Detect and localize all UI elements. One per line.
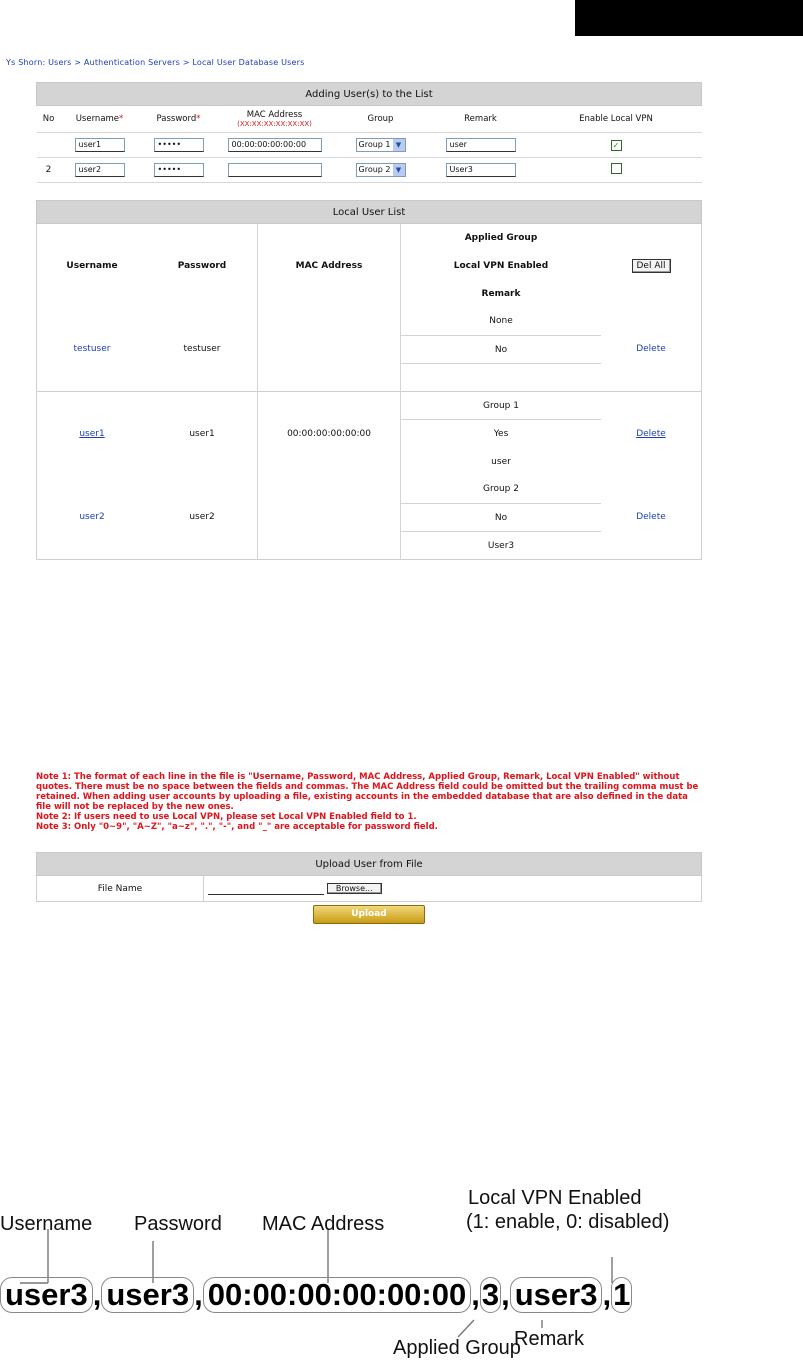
mac-input[interactable]: 00:00:00:00:00:00 (228, 138, 322, 152)
header-username: Username (66, 260, 118, 271)
password-input[interactable]: ••••• (154, 163, 204, 177)
header-remark: Remark (481, 288, 521, 299)
delete-link[interactable]: Delete (636, 344, 666, 355)
token-vpn: 1 (613, 1277, 631, 1312)
col-vpn: Enable Local VPN (531, 106, 702, 133)
local-list-title: Local User List (37, 201, 702, 224)
token-remark: user3 (510, 1277, 603, 1313)
password-input[interactable]: ••••• (154, 138, 204, 152)
header-mac: MAC Address (258, 224, 401, 308)
mac-input[interactable] (228, 163, 322, 177)
token-mac: 00:00:00:00:00:00 (203, 1277, 472, 1313)
header-black-box (575, 0, 803, 36)
upload-notes (36, 772, 702, 832)
upload-button[interactable]: Upload (313, 905, 425, 924)
note-1: Note 1: The format of each line in the file is "Username, Password, MAC Address, Applied Group, Remark, Local VPN Enabled" without quotes. There must be no space between the fields and commas. The MAC Address field could be omitted but the trailing comma must be retained. When adding user accounts by uploading a file, existing accounts in the embedded database that are also defined in the data file will not be replaced by the new ones. (36, 772, 699, 812)
table-row: 2 user2 ••••• Group 2 ▼ User3 (37, 158, 702, 183)
adding-table-title: Adding User(s) to the List (37, 83, 702, 106)
col-username: Username* (61, 106, 139, 133)
header-vpn: Local VPN Enabled (453, 260, 549, 271)
file-name-input[interactable] (208, 882, 324, 895)
browse-button[interactable]: Browse... (327, 883, 382, 894)
token-group: 3 (481, 1277, 500, 1312)
vpn-checkbox[interactable] (611, 163, 622, 174)
token-username: user3 (0, 1277, 93, 1313)
col-group: Group (331, 106, 431, 133)
label-local-vpn: Local VPN Enabled (468, 1187, 642, 1209)
chevron-down-icon: ▼ (393, 164, 405, 176)
user-link-user2[interactable]: user2 (79, 512, 105, 523)
user-link-user1[interactable]: user1 (79, 428, 105, 439)
col-no: No (37, 106, 61, 133)
chevron-down-icon: ▼ (393, 139, 405, 151)
username-input[interactable]: user2 (75, 163, 125, 177)
user-link-testuser[interactable]: testuser (73, 344, 111, 355)
token-password: user3 (101, 1277, 194, 1313)
remark-input[interactable]: user (446, 138, 516, 152)
example-line: user3 , user3 , 00:00:00:00:00:00 ,3, user3 ,1 (0, 1277, 632, 1313)
format-diagram (0, 1187, 803, 1368)
table-row: user2 user2 Group 2 Delete (37, 476, 702, 504)
upload-title: Upload User from File (37, 853, 702, 876)
col-mac: MAC Address (XX:XX:XX:XX:XX:XX) (219, 106, 331, 133)
header-password: Password (177, 260, 227, 271)
adding-users-table (36, 82, 702, 183)
remark-input[interactable]: User3 (446, 163, 516, 177)
label-remark: Remark (514, 1328, 585, 1350)
label-applied-group: Applied Group (393, 1337, 521, 1359)
delete-link[interactable]: Delete (636, 428, 666, 439)
table-row: testuser testuser None Delete (37, 308, 702, 336)
col-password: Password* (139, 106, 219, 133)
group-select[interactable]: Group 1 ▼ (356, 138, 406, 152)
local-user-list-table: Local User List Username Password MAC Address Applied Group Del All Local VPN Enabled Remark testuser testuser None Delete No user1 user1 00:00:00:00:00:00 Group 1 Delete Yes user user2 user2 Group 2 Delete No User3 (36, 200, 702, 560)
group-select[interactable]: Group 2 ▼ (356, 163, 406, 177)
file-name-label: File Name (37, 876, 204, 902)
note-3: Note 3: Only "0~9", "A~Z", "a~z", ".", "-", and "_" are acceptable for password field. (36, 822, 438, 832)
breadcrumb[interactable]: Ys Shorn: Users > Authentication Servers > Local User Database Users (6, 58, 305, 67)
note-2: Note 2: If users need to use Local VPN, please set Local VPN Enabled field to 1. (36, 812, 417, 822)
table-row (37, 133, 702, 158)
label-mac-address: MAC Address (262, 1213, 385, 1235)
label-username: Username (0, 1213, 93, 1235)
label-password: Password (134, 1213, 222, 1235)
vpn-checkbox[interactable]: ✓ (611, 140, 622, 151)
header-applied-group: Applied Group (464, 232, 538, 243)
col-remark: Remark (431, 106, 531, 133)
table-row: user1 user1 00:00:00:00:00:00 Group 1 Delete (37, 392, 702, 420)
delete-link[interactable]: Delete (636, 512, 666, 523)
label-vpn-note: (1: enable, 0: disabled) (466, 1211, 670, 1233)
username-input[interactable]: user1 (75, 138, 125, 152)
delete-all-button[interactable]: Del All (632, 259, 671, 273)
upload-table (36, 852, 702, 928)
